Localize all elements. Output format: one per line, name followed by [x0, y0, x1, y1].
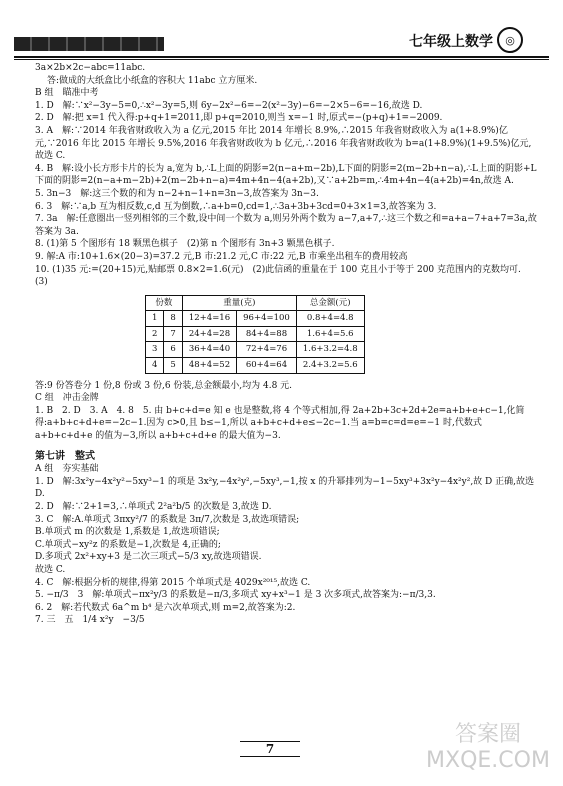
text-line: 4. C 解:根据分析的规律,得第 2015 个单项式是 4029x²⁰¹⁵,故选 C.: [35, 577, 311, 588]
table-cell: 96+4=100: [237, 311, 297, 327]
text-line: C 组 冲击金牌: [35, 393, 99, 404]
text-line: B.单项式 m 的次数是 1,系数是 1,故选项错误;: [35, 527, 220, 538]
table-cell: 12+4=16: [182, 311, 236, 327]
text-line: 2. D 解:∵2+1=3,∴单项式 2²a²b/5 的次数是 3,故选 D.: [35, 502, 272, 512]
watermark: 答案圈 MXQE.COM: [426, 722, 550, 773]
text-line: 故选 C.: [35, 564, 66, 575]
text-line: 3. C 解:A.单项式 3πxy²/7 的系数是 3π/7,次数是 3,故选项错误;: [35, 514, 300, 525]
table-row: [146, 311, 365, 327]
table-cell: 24+4=28: [182, 326, 236, 342]
text-line: 8. (1)第 5 个图形有 18 颗黑色棋子 (2)第 n 个图形有 3n+3 颗黑色棋子.: [35, 239, 335, 250]
table-cell: 1.6+4=5.6: [296, 326, 364, 342]
table-cell: 3: [146, 342, 164, 358]
text-line: 3a×2b×2c−abc=11abc.: [35, 63, 146, 73]
table-header: 份数: [146, 295, 183, 311]
answer-table: [145, 295, 365, 374]
table-cell: 48+4=52: [182, 358, 236, 374]
table-cell: 1.6+3.2=4.8: [296, 342, 364, 358]
table-cell: 4: [146, 358, 164, 374]
table-row: [146, 326, 365, 342]
text-line: 7. 三 五 1/4 x²y −3/5: [35, 615, 145, 626]
text-line: C.单项式−xy²z 的系数是−1,次数是 4,正确的;: [35, 539, 221, 550]
header-rule: [14, 56, 549, 58]
table-cell: 5: [164, 358, 182, 374]
table-header: 重量(克): [182, 295, 296, 311]
text-line: 9. 解:A 市:10+1.6×(20−3)=37.2 元,B 市:21.2 元,C 市:22 元,B 市乘坐出租车的费用较高: [35, 251, 408, 262]
table-cell: 60+4=64: [237, 358, 297, 374]
text-line: 6. 3 解:∵a,b 互为相反数,c,d 互为倒数,∴a+b=0,cd=1,∴3a+3b+3cd=0+3×1=3,故答案为 3.: [35, 201, 437, 212]
text-line: 7. 3a 解:任意圈出一竖列相邻的三个数,设中间一个数为 a,则另外两个数为 a−7,a+7,∴这三个数之和=a+a−7+a+7=3a,故答案为 3a.: [35, 214, 537, 237]
text-line: 3. A 解:∵2014 年我省财政收入为 a 亿元,2015 年比 2014 年增长 8.9%,∴2015 年我省财政收入为 a(1+8.9%)亿元,∵2016 年比 2015 年增长 9.5%,2016 年我省财政收为 b 亿元,∴2016 年我省财政收为 b=a(1+8.9%)(1+9.5%)亿元,故选 C.: [35, 125, 532, 162]
table-row: [146, 358, 365, 374]
table-header: 总金额(元): [296, 295, 364, 311]
table-cell: 0.8+4=4.8: [296, 311, 364, 327]
page-content: [35, 62, 540, 627]
text-line: 6. 2 解:若代数式 6a^m b⁴ 是六次单项式,则 m=2,故答案为:2.: [35, 602, 296, 613]
text-line: 1. D 解:3x²y−4x²y²−5xy³−1 的项是 3x²y,−4x²y²,−5xy³,−1,按 x 的升幂排列为−1−5xy³+3x²y−4x²y²,故 D 正确,故选 D.: [35, 476, 534, 500]
text-line: 10. (1)35 元:=(20+15)元,贴邮票 0.8×2=1.6(元) (2)此信函的重量在于 100 克且小于等于 200 克范围内的克数均可.: [35, 264, 521, 275]
table-cell: 2.4+3.2=5.6: [296, 358, 364, 374]
table-cell: 72+4=76: [237, 342, 297, 358]
text-line: 1. B 2. D 3. A 4. 8 5. 由 b+c+d=e 知 e 也是整数,将 4 个等式相加,得 2a+2b+3c+2d+2e=a+b+e+c−1,化简得:a+b+c+d+e=−2c−1.因为 c>0,且 b≤−1,所以 a+b+c+d+e≤−2c−1.当 a=b=c=d=e=−1 时,代数式 a+b+c+d+e 的值为−3,所以 a+b+c+d+e 的最大值为−3.: [35, 405, 525, 442]
table-cell: 7: [164, 326, 182, 342]
table-header-row: [146, 295, 365, 311]
table-row: [146, 342, 365, 358]
header-rule-thin: [14, 59, 549, 60]
text-line: 1. D 解:∵x²−3y−5=0,∴x²−3y=5,则 6y−2x²−6=−2(x²−3y)−6=−2×5−6=−16,故选 D.: [35, 100, 423, 111]
table-cell: 1: [146, 311, 164, 327]
ring-logo-icon: ◎: [497, 27, 523, 53]
text-line: A 组 夯实基础: [35, 464, 99, 475]
text-line: 5. 3n−3 解:这三个数的和为 n−2+n−1+n=3n−3,故答案为 3n−3.: [35, 188, 319, 199]
book-title: 七年级上数学: [409, 34, 493, 50]
page-number: 7: [240, 741, 300, 757]
text-line: D.多项式 2x²+xy+3 是二次三项式−5/3 xy,故选项错误.: [35, 552, 262, 563]
text-line: 答:做成的大纸盒比小纸盒的容积大 11abc 立方厘米.: [47, 75, 258, 86]
text-line: 2. D 解:把 x=1 代入得:p+q+1=2011,即 p+q=2010,则当 x=−1 时,原式=−(p+q)+1=−2009.: [35, 113, 443, 124]
section-title: 第七讲 整式: [35, 450, 95, 462]
text-line: 答:9 份答卷分 1 份,8 份或 3 份,6 份装,总金额最小,均为 4.8 元.: [35, 380, 293, 391]
table-cell: 2: [146, 326, 164, 342]
text-line: B 组 瞄准中考: [35, 88, 99, 99]
text-line: 4. B 解:设小长方形卡片的长为 a,宽为 b,∴L上面的阴影=2(n−a+m−2b),L下面的阴影=2(m−2b+n−a),∴L上面的阴影+L下面的阴影=2(n−a+m−2b)+2(m−2b+n−a)=4m+4n−4(a+2b),又∵a+2b=m,∴4m+4n−4(a+2b)=4n,故选 A.: [35, 163, 537, 187]
table-cell: 6: [164, 342, 182, 358]
table-cell: 84+4=88: [237, 326, 297, 342]
table-cell: 36+4=40: [182, 342, 236, 358]
text-line: (3): [35, 277, 48, 288]
text-line: 5. −π/3 3 解:单项式−πx²y/3 的系数是−π/3,多项式 xy+x³−1 是 3 次多项式,故答案为:−π/3,3.: [35, 590, 436, 601]
header-decoration-band: [14, 37, 164, 51]
table-cell: 8: [164, 311, 182, 327]
